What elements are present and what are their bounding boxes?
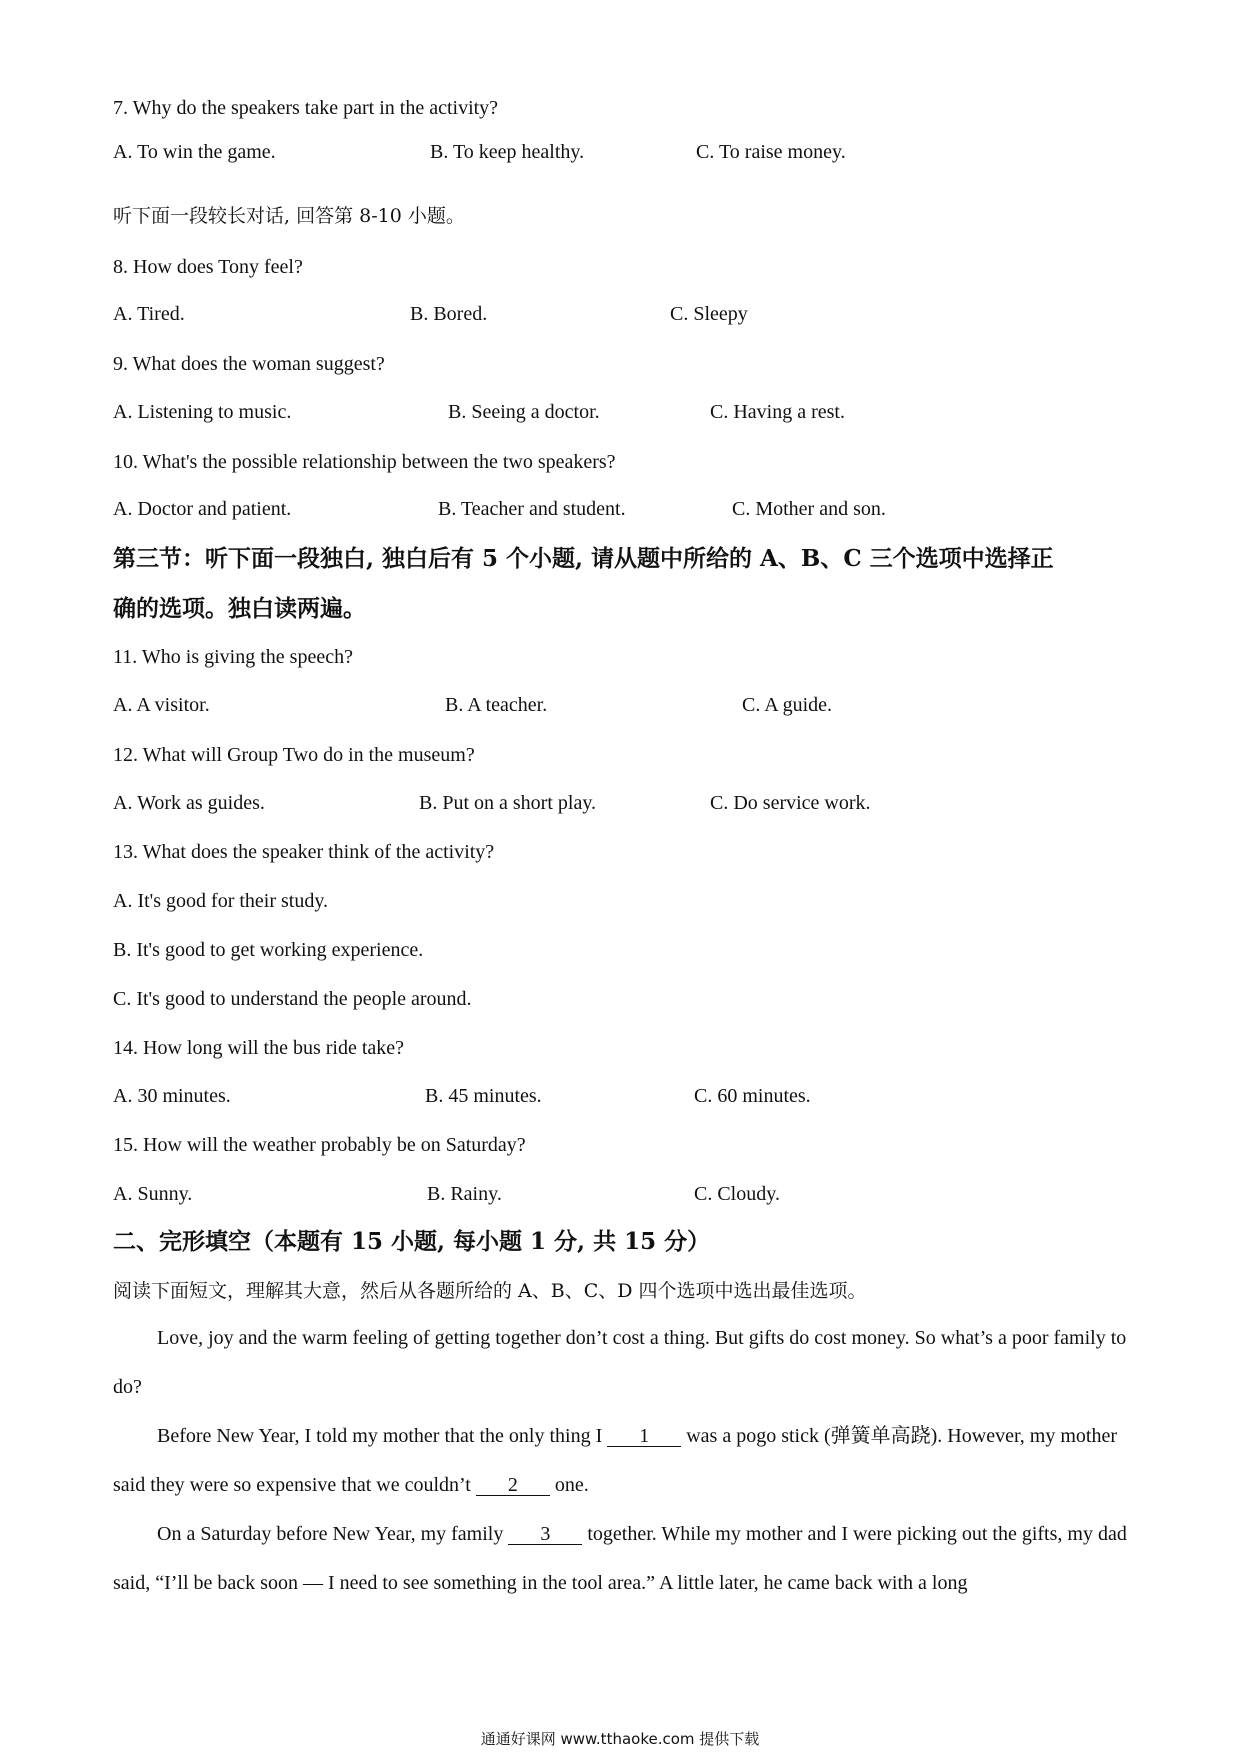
cloze-blank-2: 2 (476, 1475, 550, 1496)
q12-option-c: C. Do service work. (710, 792, 871, 814)
question-9: 9. What does the woman suggest? (113, 353, 385, 375)
q10-option-a: A. Doctor and patient. (113, 498, 292, 520)
passage-text: together. While my mother and I were picking out the gifts, my dad said, “I’ll be back soon — I need to see something in the tool area.” A little later, he came back with a long (113, 1523, 1127, 1594)
q10-option-c: C. Mother and son. (732, 498, 886, 520)
footer-source: 通通好课网 www.tthaoke.com 提供下载 (480, 1730, 760, 1748)
q15-option-a: A. Sunny. (113, 1183, 193, 1205)
q7-option-c: C. To raise money. (696, 141, 846, 163)
passage-text: Before New Year, I told my mother that the only thing I (157, 1425, 608, 1447)
q14-option-c: C. 60 minutes. (694, 1085, 811, 1107)
passage-text: one. (549, 1474, 589, 1496)
q8-option-c: C. Sleepy (670, 303, 748, 325)
q14-option-b: B. 45 minutes. (425, 1085, 542, 1107)
question-7: 7. Why do the speakers take part in the activity? (113, 97, 499, 119)
question-8: 8. How does Tony feel? (113, 256, 303, 278)
passage-paragraph-1: Love, joy and the warm feeling of getting together don’t cost a thing. But gifts do cost money. So what’s a poor family to do? (113, 1327, 1127, 1398)
section-3-heading-line1: 第三节：听下面一段独白, 独白后有 5 个小题, 请从题中所给的 A、B、C 三个选项中选择正 (113, 545, 1054, 572)
q8-option-a: A. Tired. (113, 303, 185, 325)
question-14: 14. How long will the bus ride take? (113, 1037, 405, 1059)
q13-option-b: B. It's good to get working experience. (113, 939, 424, 961)
q9-option-c: C. Having a rest. (710, 401, 845, 423)
passage-paragraph-2 (113, 1412, 1133, 1510)
q12-option-b: B. Put on a short play. (419, 792, 597, 814)
q9-option-a: A. Listening to music. (113, 401, 292, 423)
q9-option-b: B. Seeing a doctor. (448, 401, 600, 423)
q15-option-b: B. Rainy. (427, 1183, 502, 1205)
section-3-heading-line2: 确的选项。独白读两遍。 (113, 595, 366, 622)
instruction-8-10: 听下面一段较长对话, 回答第 8-10 小题。 (113, 205, 465, 227)
question-10: 10. What's the possible relationship between the two speakers? (113, 451, 616, 473)
q11-option-b: B. A teacher. (445, 694, 548, 716)
q11-option-c: C. A guide. (742, 694, 833, 716)
q10-option-b: B. Teacher and student. (438, 498, 626, 520)
q8-option-b: B. Bored. (410, 303, 488, 325)
passage-text: On a Saturday before New Year, my family (157, 1523, 509, 1545)
q14-option-a: A. 30 minutes. (113, 1085, 231, 1107)
cloze-blank-3: 3 (508, 1524, 582, 1545)
q7-option-a: A. To win the game. (113, 141, 276, 163)
part-2-instruction: 阅读下面短文，理解其大意，然后从各题所给的 A、B、C、D 四个选项中选出最佳选项。 (113, 1280, 867, 1302)
passage-paragraph-3 (113, 1510, 1133, 1608)
question-13: 13. What does the speaker think of the activity? (113, 841, 495, 863)
question-11: 11. Who is giving the speech? (113, 646, 353, 668)
part-2-title: 二、完形填空（本题有 15 小题, 每小题 1 分, 共 15 分） (113, 1228, 711, 1255)
cloze-blank-1: 1 (607, 1426, 681, 1447)
q11-option-a: A. A visitor. (113, 694, 210, 716)
q12-option-a: A. Work as guides. (113, 792, 265, 814)
passage-text: was a pogo stick (弹簧单高跷). However, my mother said they were so expensive that we couldn’t (113, 1425, 1118, 1496)
q13-option-c: C. It's good to understand the people around. (113, 988, 472, 1010)
q15-option-c: C. Cloudy. (694, 1183, 780, 1205)
q7-option-b: B. To keep healthy. (430, 141, 585, 163)
q13-option-a: A. It's good for their study. (113, 890, 329, 912)
question-12: 12. What will Group Two do in the museum? (113, 744, 475, 766)
question-15: 15. How will the weather probably be on Saturday? (113, 1134, 526, 1156)
